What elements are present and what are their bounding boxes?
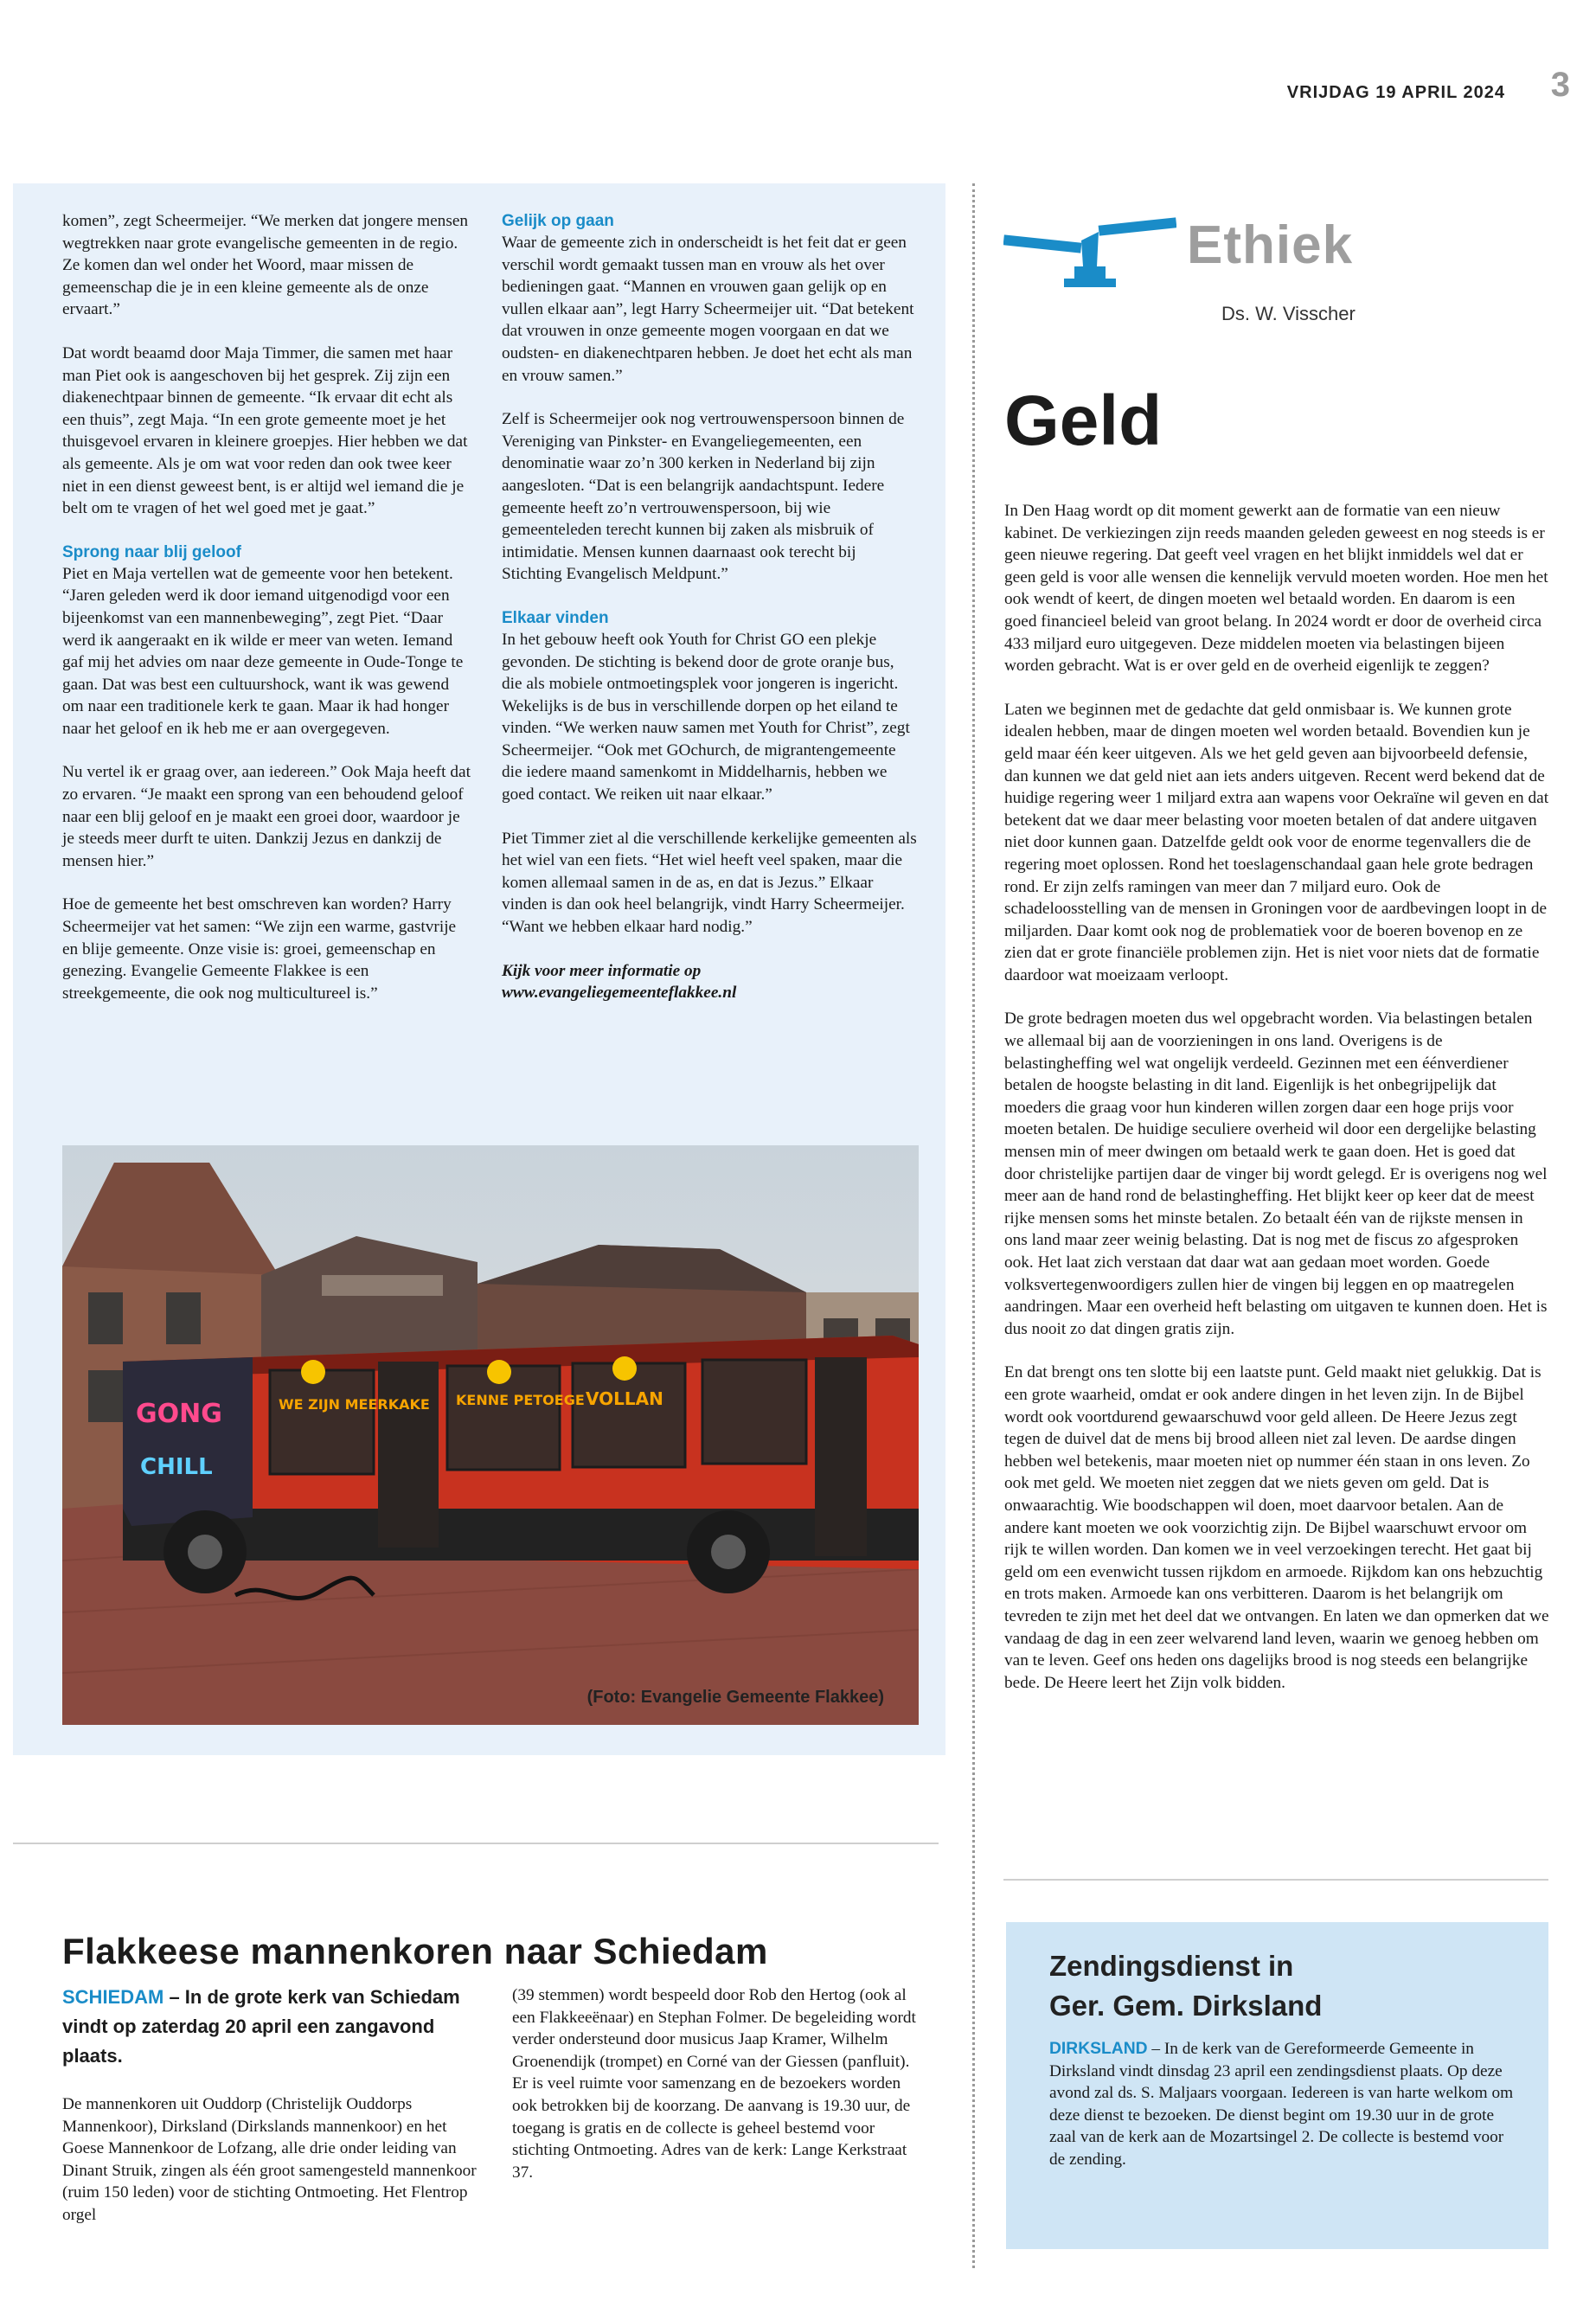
- dateline: DIRKSLAND: [1049, 2040, 1148, 2058]
- bus-photo: [62, 1145, 919, 1725]
- bus-decal-3: VOLLAN: [586, 1388, 663, 1409]
- paragraph: Zelf is Scheermeijer ook nog vertrouwenspersoon binnen de Vereniging van Pinkster- en Evangeliegemeenten, een denominatie waar zo’n 300 kerken in Nederland bij zijn aangesloten. “Dat is een belangrijk aandachtspunt. Iedere gemeente heeft zo’n vertrouwenspersoon, bij wie gemeenteleden terecht kunnen bij zaken als misbruik of intimidatie. Mensen kunnen daarnaast ook terecht bij Stichting Evangelisch Meldpunt.”: [502, 410, 905, 584]
- scale-icon: [1003, 215, 1176, 292]
- header-date: VRIJDAG 19 APRIL 2024: [1286, 83, 1505, 102]
- article-title: Geld: [1004, 381, 1163, 460]
- article-body-col1: [62, 2093, 490, 2248]
- notice-title: Zendingsdienst in Ger. Gem. Dirksland: [1049, 1950, 1323, 2022]
- closing-note: Kijk voor meer informatie op: [502, 961, 702, 980]
- paragraph: Piet Timmer ziet al die verschillende kerkelijke gemeenten als het wiel van een fiets. “Het wiel heeft veel spaken, maar die komen allemaal samen in de as, en dat is Jezus.” Elkaar vinden is dan ook heel belangrijk, vindt Harry Scheermeijer. “Want we hebben elkaar hard nodig.”: [502, 829, 917, 937]
- paragraph: In Den Haag wordt op dit moment gewerkt aan de formatie van een nieuw kabinet. De verkiezingen zijn reeds maanden geleden geweest en nog steeds is er geen nieuwe regering. Dat geeft veel vragen en het blijkt inmiddels wel dat er geen geld is voor alle wensen die kennelijk vervuld moeten worden. Hoe men het ook wendt of keert, de dingen moeten wel betaald worden. En daarom is een goed financieel beleid van groot belang. In 2024 wordt er door de overheid circa 433 miljard euro uitgegeven. Deze middelen moeten via belastingen bijeen worden gebracht. Wat is er over geld en de overheid eigenlijk te zeggen?: [1004, 502, 1548, 676]
- author: Ds. W. Visscher: [1221, 303, 1356, 324]
- subheading: Sprong naar blij geloof: [62, 542, 241, 561]
- paragraph: De grote bedragen moeten dus wel opgebracht worden. Via belastingen betalen we allemaal bij aan de voorzieningen in ons land. Overigens is de belastingheffing wel wat ongelijk verdeeld. Gezinnen met een éénverdiener betalen de hoogste belasting in dit land. Eigenlijk is het onbegrijpelijk dat moeders die graag voor hun kinderen willen zorgen daar een hoge prijs voor moeten betalen. De huidige seculiere overheid wil door een dergelijke belasting mensen min of meer dwingen om betaald werk te gaan doen. Het is goed dat door christelijke partijen daar de vinger bij wordt gelegd. Er is overigens nog wel meer aan de hand rond de belastingheffing. Het blijkt keer op keer dat de meest rijke mensen soms het minste betalen. Zo betaalt één van de rijkste mensen in ons land maar zeer weinig belasting. Dat is nog met de fiscus zo afgesproken ook. Het laat zich verstaan dat daar wat aan gedaan moet worden. Goede volksvertegenwoordigers zullen hier de vingen bij leggen en op maatregelen aandringen. Maar een overheid heft belasting om uitgaven te kunnen doen. Het is dus nooit zo dat dingen gratis zijn.: [1004, 1009, 1548, 1338]
- divider: [13, 1843, 939, 1844]
- paragraph: De mannenkoren uit Ouddorp (Christelijk Ouddorps Mannenkoor), Dirksland (Dirkslands mannenkoor) en het Goese Mannenkoor de Lofzang, alle drie onder leiding van Dinant Struik, zingen als één groot samengesteld mannenkoor (ruim 150 leden) voor de stichting Ontmoeting. Het Flentrop orgel: [62, 2095, 477, 2224]
- section-title: Ethiek: [1187, 215, 1354, 275]
- paragraph: En dat brengt ons ten slotte bij een laatste punt. Geld maakt niet gelukkig. Dat is een grote waarheid, omdat er ook andere dingen in het leven zijn. In de Bijbel wordt ook voortdurend gewaarschuwd voor geld alleen. De Heere Jezus zegt tegen de duivel dat de mens bij brood alleen niet zal leven. De aardse dingen hebben wel betekenis, maar moeten niet op nummer één staan in ons leven. Zo ook met geld. We moeten niet zeggen dat we niets geven om geld. Dat is onwaarachtig. Wie boodschappen wil doen, moet daarvoor betalen. Aan de andere kant moeten we ook voorzichtig zijn. De Bijbel waarschuwt ervoor om rijk te willen worden. Dan komen we in veel verzoekingen terecht. Het gaat bij geld om een evenwicht tussen rijkdom en armoede. Rijkdom kan ons hebzuchtig en trots maken. Armoede kan ons verbitteren. Daarom is het belangrijk om tevreden te zijn met het deel dat we ontvangen. En laten we dan opmerken dat we vandaag de dag in een zeer welvarend land leven, waarin we genoeg hebben om van te leven. Geef ons heden ons dagelijks brood is nog steeds een belangrijke bede. De Heere leert het Zijn volk bidden.: [1004, 1363, 1549, 1692]
- bus-decal-2: KENNE PETOEGE: [456, 1392, 585, 1408]
- svg-text:CHILL: CHILL: [140, 1454, 213, 1480]
- paragraph: Dat wordt beaamd door Maja Timmer, die samen met haar man Piet ook is aangeschoven bij het gesprek. Zij zijn een diakenechtpaar binnen de gemeente. “Ik ervaar dit echt als een thuis”, zegt Maja. “In een grote gemeente moet je het thuisgevoel ervaren in kleinere groepjes. Hier hebben we dat als gemeente. Als je om wat voor reden dan ook twee keer niet in een dienst geweest bent, is er altijd wel iemand die je belt om te vragen of het wel goed met je gaat.”: [62, 343, 468, 518]
- paragraph: Waar de gemeente zich in onderscheidt is het feit dat er geen verschil wordt gemaakt tussen man en vrouw als het over bedieningen gaat. “Mannen en vrouwen gaan gelijk op en vullen elkaar aan”, legt Harry Scheermeijer uit. “Dat betekent dat vrouwen in onze gemeente mogen voorgaan en dat we oudsten- en diakenechtparen hebben. Je doet het echt als man en vrouw samen.”: [502, 234, 914, 385]
- paragraph: Nu vertel ik er graag over, aan iedereen.” Ook Maja heeft dat zo ervaren. “Je maakt een sprong van een behoudend geloof naar een blij geloof en je maakt een groei door, waardoor je je steeds meer durft te uiten. Dankzij Jezus en dankzij de mensen hier.”: [62, 763, 471, 870]
- paragraph: komen”, zegt Scheermeijer. “We merken dat jongere mensen wegtrekken naar grote evangelische gemeenten in de regio. Ze komen dan wel onder het Woord, maar missen de gemeenschap die je in een kleine gemeente als de onze ervaart.”: [62, 212, 469, 319]
- lead-text: – In de grote kerk van Schiedam vindt op zaterdag 20 april een zangavond plaats.: [62, 1986, 460, 2067]
- subheading: Elkaar vinden: [502, 608, 609, 627]
- bus-decal-1: WE ZIJN MEERKAKE: [279, 1396, 430, 1413]
- divider: [1003, 1879, 1548, 1881]
- article-column-1: [62, 210, 474, 1026]
- paragraph: (39 stemmen) wordt bespeeld door Rob den Hertog (ook al een Flakkeeënaar) en Stephan Folmer. De begeleiding wordt verder ondersteund door musicus Jaap Kramer, Wilhelm Groenendijk (trompet) en Corné van der Giessen (panfluit). Er is veel ruimte voor samenzang en de bezoekers worden ook betrokken bij de koorzang. De aanvang is 19.30 uur, de toegang is gratis en de collecte is geheel bestemd voor stichting Ontmoeting. Adres van de kerk: Lange Kerkstraat 37.: [512, 1986, 916, 2182]
- subheading: Gelijk op gaan: [502, 212, 614, 230]
- bus-graffiti-text: GONG: [136, 1399, 222, 1429]
- paragraph: In het gebouw heeft ook Youth for Christ GO een plekje gevonden. De stichting is bekend door de grote oranje bus, die als mobiele ontmoetingsplek voor jongeren is ingericht. Wekelijks is de bus in verschillende dorpen op het eiland te vinden. “We werken nauw samen met Youth for Christ”, zegt Scheermeijer. “Ook met GOchurch, de migrantengemeente die iedere maand samenkomt in Middelharnis, hebben we goed contact. We reiken uit naar elkaar.”: [502, 630, 910, 804]
- article-lead: [62, 1983, 495, 2071]
- dateline: SCHIEDAM: [62, 1986, 164, 2008]
- column-separator: [972, 183, 975, 2268]
- paragraph: Piet en Maja vertellen wat de gemeente voor hen betekent. “Jaren geleden werd ik door iemand uitgenodigd voor een bijeenkomst van een mannenbeweging”, zegt Piet. “Daar werd ik aangeraakt en ik wilde er meer van weten. Iemand gaf mij het advies om naar deze gemeente in Oude-Tonge te gaan. Dat was best een cultuurshock, want ik was gewend om naar een traditionele kerk te gaan. Maar ik had honger naar het geloof en ik heb me er aan overgegeven.: [62, 564, 464, 738]
- article-column-2: [502, 210, 917, 1004]
- bus-illustration: [62, 1145, 919, 1725]
- website-link[interactable]: www.evangeliegemeenteflakkee.nl: [502, 984, 737, 1003]
- article-title: Flakkeese mannenkoren naar Schiedam: [62, 1931, 768, 1971]
- ethiek-body: [1004, 500, 1549, 1715]
- notice-box: [1006, 1922, 1548, 2249]
- paragraph: Hoe de gemeente het best omschreven kan worden? Harry Scheermeijer vat het samen: “We zijn een warme, gastvrije en blije gemeente. Onze visie is: groei, gemeenschap en genezing. Evangelie Gemeente Flakkee is een streekgemeente, die ook nog multicultureel is.”: [62, 895, 457, 1003]
- notice-text: – In de kerk van de Gereformeerde Gemeente in Dirksland vindt dinsdag 23 april een zendingsdienst plaats. Op deze avond zal ds. S. Maljaars voorgaan. Iedereen is van harte welkom om deze dienst te bezoeken. De dienst begint om 19.30 uur in de grote zaal van de kerk aan de Mozartsingel 2. De collecte is bestemd voor de zending.: [1049, 2040, 1514, 2169]
- notice-body: [1049, 2038, 1516, 2171]
- photo-caption: (Foto: Evangelie Gemeente Flakkee): [586, 1688, 884, 1707]
- article-body-col2: [512, 1984, 927, 2205]
- page-number: 3: [1550, 66, 1570, 104]
- paragraph: Laten we beginnen met de gedachte dat geld onmisbaar is. We kunnen grote idealen hebben, maar de dingen moeten wel worden betaald. Bovendien kun je geld maar één keer uitgeven. Als we het geld geven aan bijvoorbeeld defensie, dan kunnen we dat geld niet aan iets anders uitgeven. Recent werd bekend dat de huidige regering weer 1 miljard extra aan wapens voor Oekraïne wil geven en dat betekent dat we daar meer belasting voor moeten betalen of dat andere uitgaven niet door kunnen gaan. Datzelfde geldt ook voor de enorme tegenvallers die de regering moet oplossen. Rond het toeslagenschandaal gaan hele grote bedragen rond. Er zijn zelfs ramingen van meer dan 7 miljard euro. Ook de schadeloosstelling van de mensen in Groningen voor de aardbevingen loopt in de miljarden. Daar komt ook nog de problematiek voor de boeren bovenop en ze zien dat er grote financiële problemen zijn. Het is niet voor niets dat de formatie daardoor wat moeizaam verloopt.: [1004, 700, 1549, 984]
